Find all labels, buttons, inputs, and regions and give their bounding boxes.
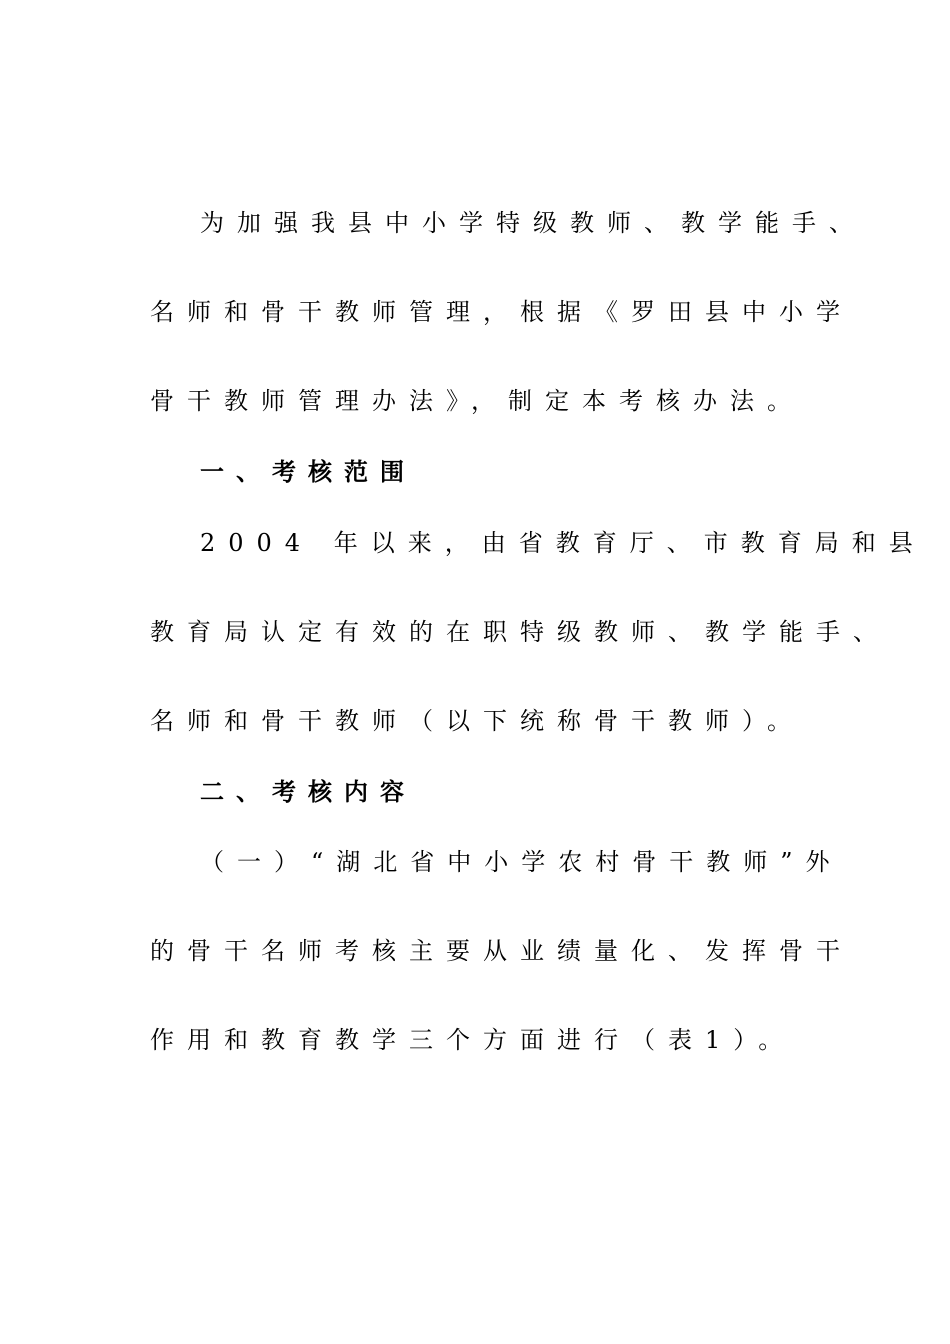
paragraph-2-line-3: 名师和骨干教师（以下统称骨干教师）。	[150, 707, 804, 735]
paragraph-2-line-2: 教育局认定有效的在职特级教师、教学能手、	[150, 618, 890, 646]
paragraph-2-line-1: 2004 年以来，由省教育厅、市教育局和县	[200, 529, 926, 557]
paragraph-3-line-1: （一）“湖北省中小学农村骨干教师”外	[200, 848, 843, 876]
paragraph-1-line-2: 名师和骨干教师管理，根据《罗田县中小学	[150, 298, 853, 326]
section-2-heading: 二、考核内容	[200, 778, 416, 806]
paragraph-3-line-2: 的骨干名师考核主要从业绩量化、发挥骨干	[150, 937, 853, 965]
paragraph-3-line-3: 作用和教育教学三个方面进行（表1）。	[150, 1026, 796, 1054]
paragraph-1-line-3: 骨干教师管理办法》，制定本考核办法。	[150, 387, 804, 415]
section-1-heading: 一、考核范围	[200, 458, 416, 486]
paragraph-1-line-1: 为加强我县中小学特级教师、教学能手、	[200, 209, 866, 237]
